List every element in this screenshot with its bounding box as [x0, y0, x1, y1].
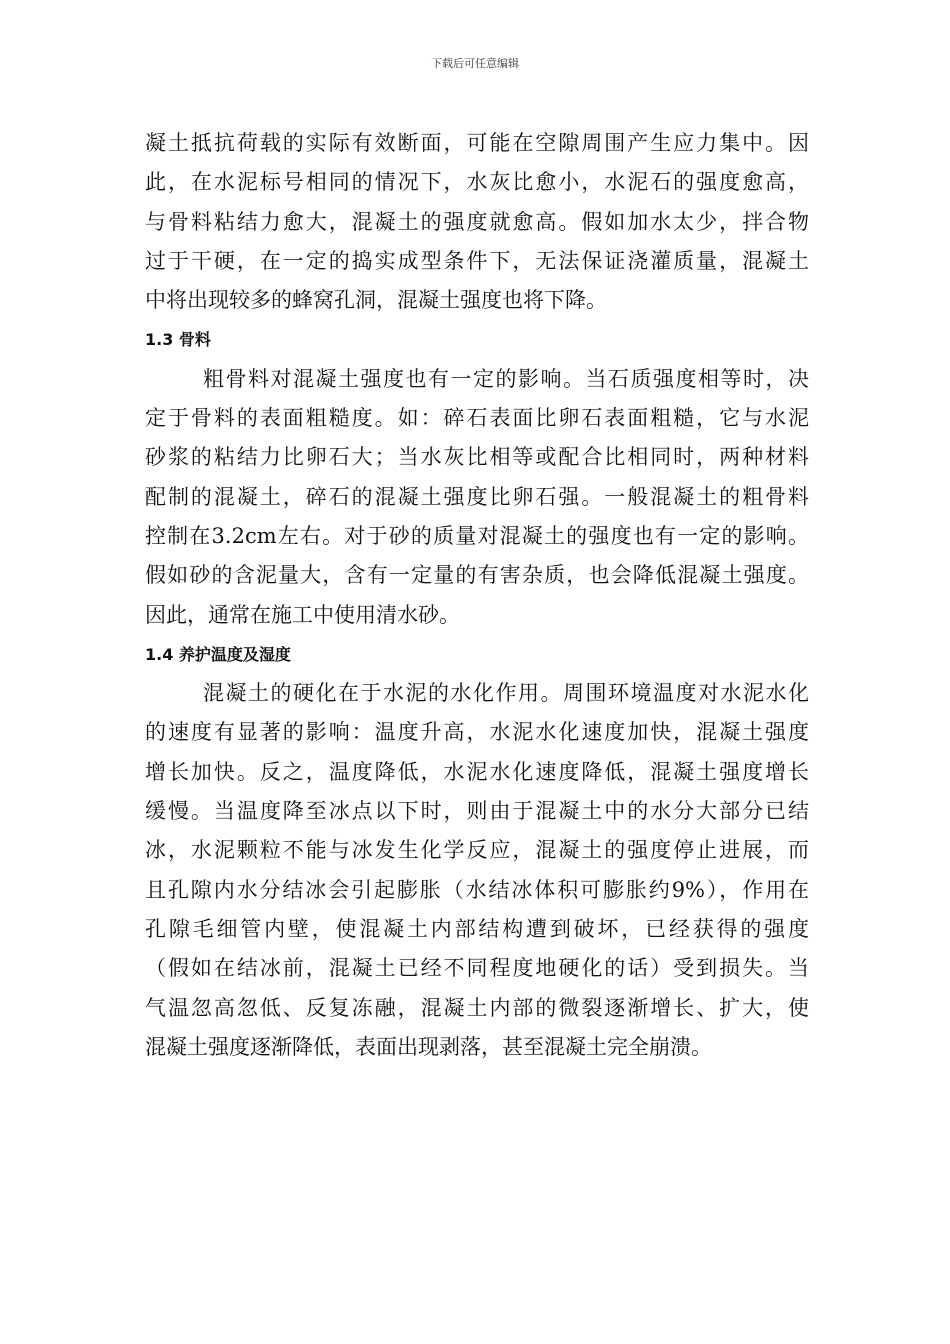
text-line: 中将出现较多的蜂窝孔洞，混凝土强度也将下降。 [145, 288, 607, 313]
text-line: 且孔隙内水分结冰会引起膨胀（水结冰体积可膨胀约9%），作用在 [145, 877, 809, 902]
document-body [145, 124, 809, 1067]
section-aggregate [145, 320, 809, 634]
text-line: 混凝土的硬化在于水泥的水化作用。周围环境温度对水泥水化 [203, 681, 809, 706]
text-line: 控制在3.2cm左右。对于砂的质量对混凝土的强度也有一定的影响。 [145, 523, 809, 548]
text-line: 与骨料粘结力愈大，混凝土的强度就愈高。假如加水太少，拌合物 [145, 209, 809, 234]
text-line: 增长加快。反之，温度降低，水泥水化速度降低，混凝土强度增长 [145, 759, 809, 784]
paragraph-concrete-strength [145, 124, 809, 320]
text-line: 此，在水泥标号相同的情况下，水灰比愈小，水泥石的强度愈高， [145, 170, 809, 195]
section-curing-temperature-humidity [145, 635, 809, 1067]
text-line: 冰，水泥颗粒不能与冰发生化学反应，混凝土的强度停止进展，而 [145, 838, 809, 863]
text-line: 假如砂的含泥量大，含有一定量的有害杂质，也会降低混凝土强度。 [145, 563, 809, 588]
text-line: 混凝土强度逐渐降低，表面出现剥落，甚至混凝土完全崩溃。 [145, 1034, 712, 1059]
page-header: 下载后可任意编辑 [431, 57, 519, 70]
text-line: 因此，通常在施工中使用清水砂。 [145, 602, 460, 627]
section-heading: 1.3 骨料 [145, 330, 211, 350]
text-line: 过于干硬，在一定的捣实成型条件下，无法保证浇灌质量，混凝土 [145, 248, 809, 273]
text-line: 定于骨料的表面粗糙度。如：碎石表面比卵石表面粗糙，它与水泥 [145, 406, 809, 431]
text-line: 砂浆的粘结力比卵石大；当水灰比相等或配合比相同时，两种材料 [145, 445, 809, 470]
text-line: （假如在结冰前，混凝土已经不同程度地硬化的话）受到损失。当 [145, 956, 809, 981]
text-line: 气温忽高忽低、反复冻融，混凝土内部的微裂逐渐增长、扩大，使 [145, 995, 809, 1020]
text-line: 的速度有显著的影响：温度升高，水泥水化速度加快，混凝土强度 [145, 720, 809, 745]
text-line: 孔隙毛细管内壁，使混凝土内部结构遭到破坏，已经获得的强度 [145, 916, 809, 941]
text-line: 配制的混凝土，碎石的混凝土强度比卵石强。一般混凝土的粗骨料 [145, 484, 809, 509]
text-line: 粗骨料对混凝土强度也有一定的影响。当石质强度相等时，决 [203, 366, 809, 391]
text-line: 凝土抵抗荷载的实际有效断面，可能在空隙周围产生应力集中。因 [145, 131, 809, 155]
text-line: 缓慢。当温度降至冰点以下时，则由于混凝土中的水分大部分已结 [145, 799, 809, 824]
section-heading: 1.4 养护温度及湿度 [145, 644, 291, 664]
